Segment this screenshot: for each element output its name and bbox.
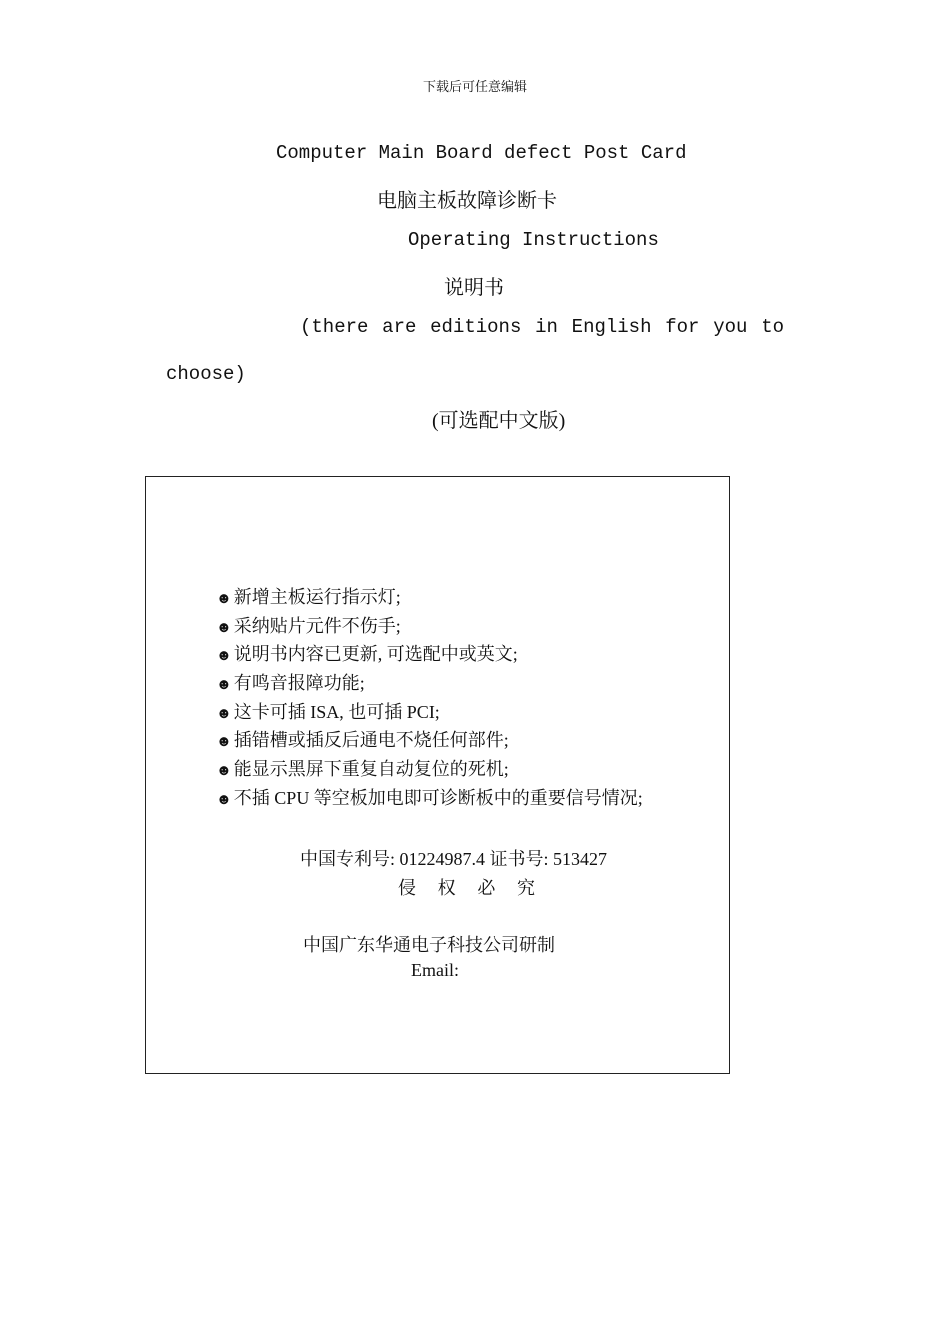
smiley-icon: ☻ — [216, 591, 232, 607]
smiley-icon: ☻ — [216, 648, 232, 665]
feature-text: 说明书内容已更新, 可选配中或英文; — [233, 644, 518, 665]
smiley-icon: ☻ — [216, 791, 232, 808]
editions-note-chinese: (可选配中文版) — [432, 410, 566, 432]
feature-item — [216, 698, 643, 727]
subtitle-chinese: 说明书 — [444, 277, 504, 299]
feature-text: 采纳贴片元件不伤手; — [233, 615, 401, 636]
editions-word: to — [761, 316, 784, 338]
email-label: Email: — [411, 960, 459, 980]
rights-char: 必 — [477, 878, 496, 898]
header-note: 下载后可任意编辑 — [422, 79, 527, 94]
subtitle-english: Operating Instructions — [408, 229, 659, 251]
feature-text: 不插 CPU 等空板加电即可诊断板中的重要信号情况; — [233, 787, 643, 808]
title-chinese: 电脑主板故障诊断卡 — [377, 190, 557, 212]
rights-char: 权 — [437, 878, 456, 898]
feature-item — [216, 583, 643, 612]
feature-item — [216, 669, 643, 698]
feature-list — [216, 583, 643, 813]
feature-item — [216, 784, 643, 813]
smiley-icon: ☻ — [216, 734, 232, 751]
feature-item — [216, 726, 643, 755]
title-english: Computer Main Board defect Post Card — [276, 142, 687, 164]
rights-reserved — [398, 874, 535, 900]
feature-text: 能显示黑屏下重复自动复位的死机; — [233, 759, 509, 780]
smiley-icon: ☻ — [216, 705, 232, 722]
editions-note-line2: choose) — [166, 363, 246, 385]
editions-word: in — [535, 316, 558, 338]
editions-word: English — [571, 316, 652, 338]
smiley-icon: ☻ — [216, 763, 232, 780]
editions-word: for — [665, 316, 700, 338]
smiley-icon: ☻ — [216, 619, 232, 636]
editions-note-line1 — [300, 316, 784, 338]
company-name: 中国广东华通电子科技公司研制 — [303, 935, 555, 955]
feature-text: 有鸣音报障功能; — [233, 673, 365, 694]
feature-item — [216, 612, 643, 641]
feature-text: 这卡可插 ISA, 也可插 PCI; — [233, 701, 440, 722]
patent-line: 中国专利号: 01224987.4 证书号: 513427 — [300, 849, 608, 869]
feature-item — [216, 755, 643, 784]
editions-word: (there — [300, 316, 369, 338]
rights-char: 侵 — [398, 878, 416, 898]
feature-text: 新增主板运行指示灯; — [233, 587, 401, 607]
editions-word: are — [382, 316, 417, 338]
rights-char: 究 — [516, 878, 535, 898]
editions-word: you — [713, 316, 748, 338]
feature-item — [216, 640, 643, 669]
feature-text: 插错槽或插反后通电不烧任何部件; — [233, 730, 509, 751]
smiley-icon: ☻ — [216, 677, 232, 694]
editions-word: editions — [430, 316, 522, 338]
